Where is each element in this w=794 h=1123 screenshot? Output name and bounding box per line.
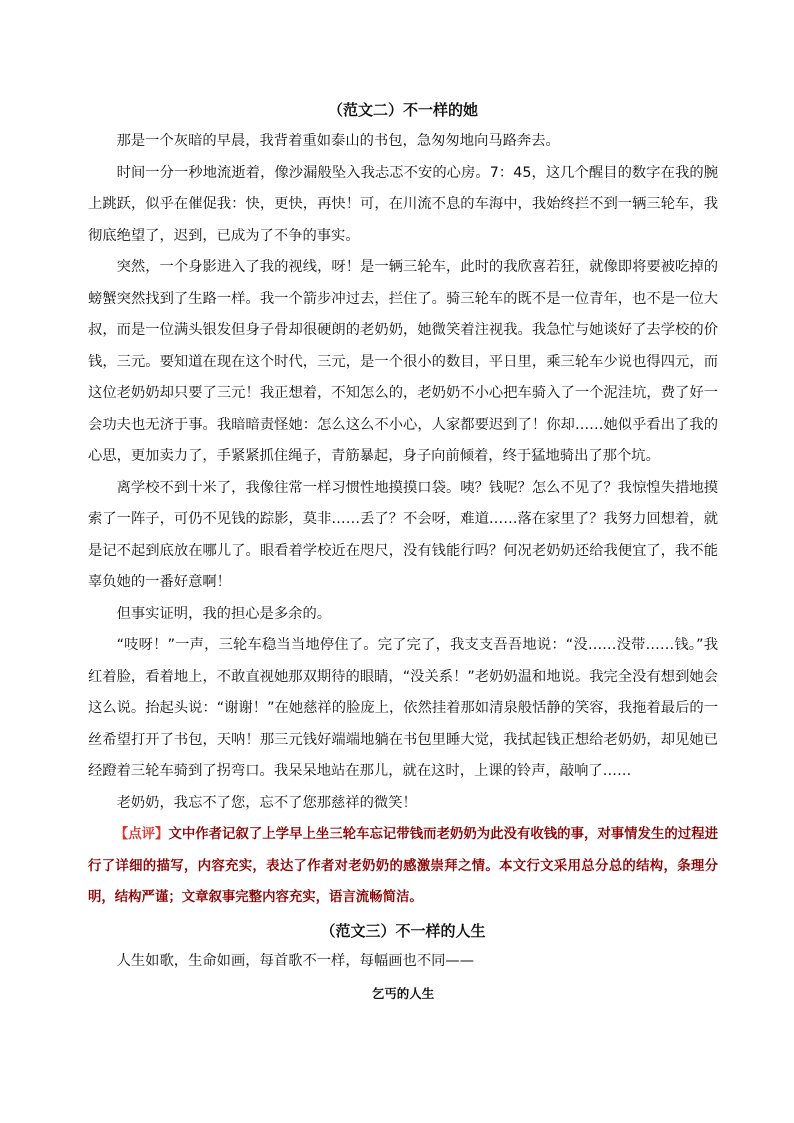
essay2-paragraph-5: 但事实证明，我的担心是多余的。 (116, 605, 332, 622)
essay2-title: （范文二）不一样的她 (327, 101, 478, 119)
essay2-paragraph-2: 时间一分一秒地流逝着，像沙漏般坠入我忐忑不安的心房。7：45，这几个醒目的数字在我的腕上跳跃，似乎在催促我：快，更快，再快！可，在川流不息的车海中，我始终拦不到一辆三轮车，我彻底绝望了，迟到，已成为了不争的事实。 (88, 164, 718, 244)
document-content (88, 96, 718, 1009)
essay2-paragraph-1: 那是一个灰暗的早晨，我背着重如泰山的书包，急匆匆地向马路奔去。 (116, 133, 560, 149)
essay2-paragraph-7: 老奶奶，我忘不了您，忘不了您那慈祥的微笑！ (116, 794, 417, 811)
comment-tag: 【点评】 (114, 826, 169, 842)
essay3-intro: 人生如歌，生命如画，每首歌不一样，每幅画也不同—— (116, 952, 475, 969)
essay2-paragraph-6: “吱呀！”一声，三轮车稳当当地停住了。完了完了，我支支吾吾地说：“没……没带……钱。”我红着脸，看着地上，不敢直视她那双期待的眼睛，“没关系！”老奶奶温和地说。我完全没有想到她会这么说。抬起头说：“谢谢！”在她慈祥的脸庞上，依然挂着那如清泉般恬静的笑容，我拖着最后的一丝希望打开了书包，天呐！那三元钱好端端地躺在书包里睡大觉，我拭起钱正想给老奶奶，却见她已经蹬着三轮车骑到了拐弯口。我呆呆地站在那儿，就在这时，上课的铃声，敲响了…… (88, 637, 718, 779)
essay2-paragraph-4: 离学校不到十米了，我像往常一样习惯性地摸摸口袋。咦？钱呢？怎么不见了？我惊惶失措地摸索了一阵子，可仍不见钱的踪影，莫非……丢了？不会呀，难道……落在家里了？我努力回想着，就是记不起到底放在哪儿了。眼看着学校近在咫尺，没有钱能行吗？何况老奶奶还给我便宜了，我不能辜负她的一番好意啊！ (88, 479, 718, 590)
essay3-title: （范文三）不一样的人生 (320, 921, 486, 940)
comment-text: 文中作者记叙了上学早上坐三轮车忘记带钱而老奶奶为此没有收钱的事，对事情发生的过程进行了详细的描写，内容充实，表达了作者对老奶奶的感激崇拜之情。本文行文采用总分总的结构，条理分明，结构严谨；文章叙事完整内容充实，语言流畅简洁。 (88, 826, 719, 905)
essay2-paragraph-3: 突然，一个身影进入了我的视线，呀！是一辆三轮车，此时的我欣喜若狂，就像即将要被吃掉的螃蟹突然找到了生路一样。我一个箭步冲过去，拦住了。骑三轮车的既不是一位青年，也不是一位大叔，而是一位满头银发但身子骨却很硬朗的老奶奶，她微笑着注视我。我急忙与她谈好了去学校的价钱，三元。要知道在现在这个时代，三元，是一个很小的数目，平日里，乘三轮车少说也得四元，而这位老奶奶却只要了三元！我正想着，不知怎么的，老奶奶不小心把车骑入了一个泥洼坑，费了好一会功夫也无济于事。我暗暗责怪她：怎么这么不小心，人家都要迟到了！你却……她似乎看出了我的心思，更加卖力了，手紧紧抓住绳子，青筋暴起，身子向前倾着，终于猛地骑出了那个坑。 (88, 259, 718, 464)
essay3-subtitle: 乞丐的人生 (371, 986, 435, 1001)
essay2-comment (88, 819, 718, 914)
